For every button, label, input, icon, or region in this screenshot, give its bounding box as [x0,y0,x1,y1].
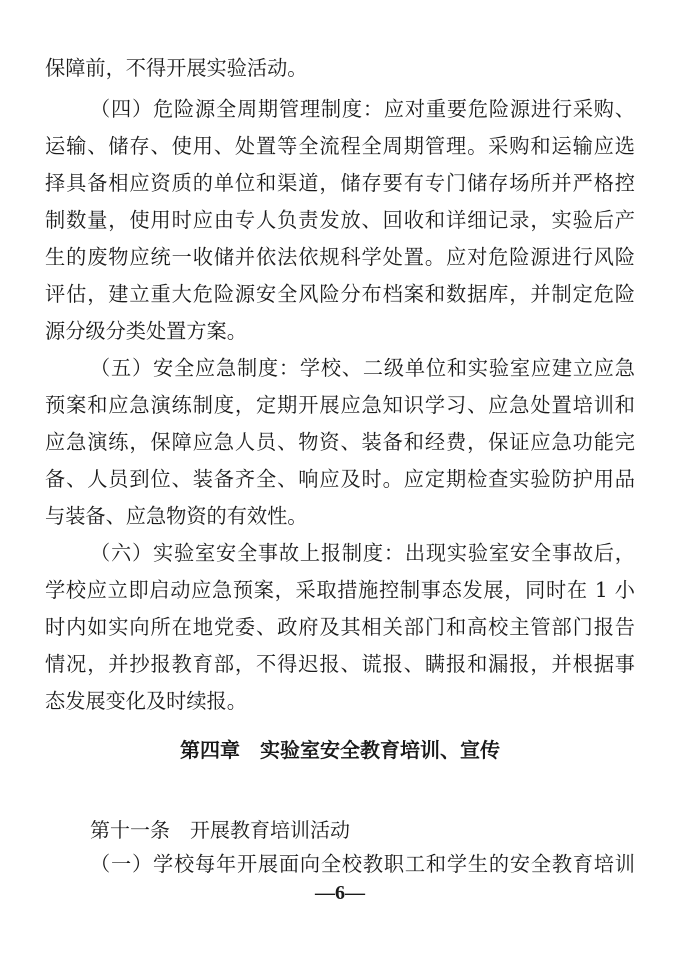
text-line: 源分级分类处置方案。 [45,319,247,343]
text-line: 预案和应急演练制度，定期开展应急知识学习、应急处置培训和 [45,393,635,417]
text-line: （五）安全应急制度：学校、二级单位和实验室应建立应急 [90,356,635,380]
text-line: 情况，并抄报教育部，不得迟报、谎报、瞒报和漏报，并根据事 [45,652,635,676]
text-line: 与装备、应急物资的有效性。 [45,504,308,528]
text-line: 时内如实向所在地党委、政府及其相关部门和高校主管部门报告 [45,615,635,639]
text-line: 运输、储存、使用、处置等全流程全周期管理。采购和运输应选 [45,134,635,158]
page-number: —6— [315,882,365,904]
text-line: （一）学校每年开展面向全校教职工和学生的安全教育培训 [90,852,635,876]
text-line: 生的废物应统一收储并依法依规科学处置。应对危险源进行风险 [45,245,635,269]
text-line: 保障前，不得开展实验活动。 [45,56,308,80]
text-line: 择具备相应资质的单位和渠道，储存要有专门储存场所并严格控 [45,171,635,195]
text-line: 学校应立即启动应急预案，采取措施控制事态发展，同时在 1 小 [45,578,635,602]
text-line: 评估，建立重大危险源安全风险分布档案和数据库，并制定危险 [45,282,635,306]
article-heading: 第十一条 开展教育培训活动 [90,818,350,842]
text-line: （四）危险源全周期管理制度：应对重要危险源进行采购、 [90,97,635,121]
text-line: 态发展变化及时续报。 [45,689,247,713]
text-line: 制数量，使用时应由专人负责发放、回收和详细记录，实验后产 [45,208,635,232]
text-line: 备、人员到位、装备齐全、响应及时。应定期检查实验防护用品 [45,467,635,491]
chapter-heading: 第四章 实验室安全教育培训、宣传 [180,738,500,762]
text-line: （六）实验室安全事故上报制度：出现实验室安全事故后， [90,541,635,565]
text-line: 应急演练，保障应急人员、物资、装备和经费，保证应急功能完 [45,430,635,454]
